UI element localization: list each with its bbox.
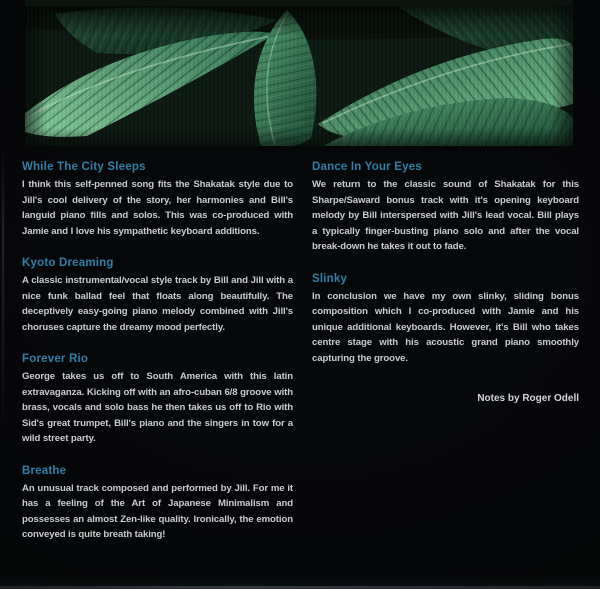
track-notes: In conclusion we have my own slinky, sliding bonus composition which I co-produced with Jamie and his unique additional keyboards. However, it's Bill who takes centre stage with his acoustic grand piano smoothly capturing the groove. <box>312 290 579 364</box>
track-notes: I think this self-penned song fits the Shakatak style due to Jill's cool delivery of the story, her harmonies and Bill's languid piano fills and solos. This was co-produced with Jamie and I love his sympathetic keyboard additions. <box>22 179 293 237</box>
track-title: While The City Sleeps <box>22 161 146 173</box>
section-kyoto-dreaming <box>22 256 293 335</box>
track-notes: A classic instrumental/vocal style track by Bill and Jill with a nice funk ballad feel that floats along beautifully. The deceptively easy-going piano melody combined with Jill's choruses capture the dreamy mood perfectly. <box>22 275 293 333</box>
section-breathe <box>22 464 293 543</box>
track-title: Kyoto Dreaming <box>22 257 114 269</box>
track-notes: George takes us off to South America with this latin extravaganza. Kicking off with an afro-cuban 6/8 groove with brass, vocals and solo bass he then takes us off to Rio with Sid's great trumpet, Bill's piano and the singers in tow for a wild street party. <box>22 371 293 444</box>
track-notes: We return to the classic sound of Shakatak for this Sharpe/Saward bonus track with it's opening keyboard melody by Bill interspersed with Jill's lead vocal. Bill plays a typically finger-busting piano solo and after the vocal break-down he takes it out to fade. <box>312 179 579 252</box>
scan-edge-haze-bottom <box>0 574 600 586</box>
track-title: Dance In Your Eyes <box>312 161 422 173</box>
notes-credit: Notes by Roger Odell <box>477 393 579 404</box>
track-notes: An unusual track composed and performed by Jill. For me it has a feeling of the Art of Japanese Minimalism and possesses an almost Zen-like quality. Ironically, the emotion conveyed is quite breath taking! <box>22 482 293 540</box>
track-title: Slinky <box>312 272 348 285</box>
section-dance-in-your-eyes <box>312 160 579 255</box>
section-slinky <box>312 272 579 367</box>
notes-column-left <box>22 160 293 560</box>
track-title: Breathe <box>22 464 67 477</box>
track-title: Forever Rio <box>22 353 89 365</box>
section-forever-rio <box>22 352 293 447</box>
banana-leaves-illustration <box>25 6 573 146</box>
notes-column-right <box>312 160 579 416</box>
banana-leaves-photo <box>25 6 573 146</box>
section-while-the-city-sleeps <box>22 160 293 239</box>
scan-edge-artifact-left <box>2 145 4 435</box>
